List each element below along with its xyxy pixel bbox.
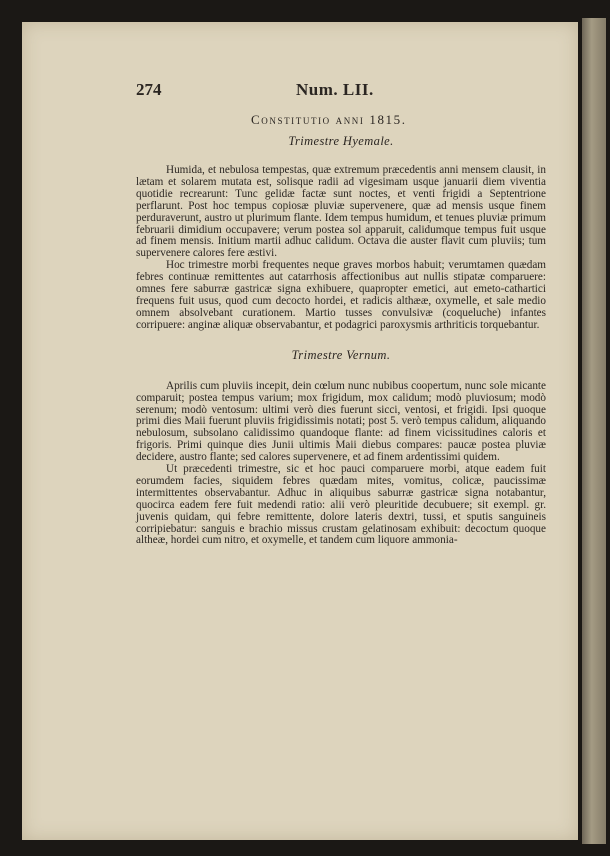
paragraph-spring-diseases: Ut præcedenti trimestre, sic et hoc pauci comparuere morbi, atque eadem fuit eorumdem facies, siquidem febres quædam mites, vomitus, colicæ, paucissimæ intermittentes observabantur. Adhuc in aliquibus saburræ gastricæ signa notabantur, quocirca eadem fere fuit medendi ratio: alii verò pleuritide decubuere; sit exempl. gr. juvenis quidam, qui febre remittente, dolore lateris dextri, tussi, et sputis sanguineis corripiebatur: sanguis e brachio missus crustam gelatinosam exhibuit: decoctum quoque altheæ, hordei cum nitro, et oxymelle, et tandem cum liquore ammonia-	[136, 463, 546, 547]
page-number: 274	[136, 80, 162, 99]
book-page	[22, 22, 578, 840]
section-title-spring: Trimestre Vernum.	[291, 347, 391, 362]
document-heading: Constitutio anni 1815.	[251, 112, 407, 127]
paragraph-winter-weather: Humida, et nebulosa tempestas, quæ extremum præcedentis anni mensem clausit, in lætam et solarem mutata est, solisque radii ad vigesimam usque januarii diem viventia quotidie recrearunt: Tunc gelidæ factæ sunt noctes, et venti frigidi a Septentrione perflarunt. Post hoc tempus copiosæ pluviæ supervenere, quæ ad mensis usque finem perduraverunt, austro ut plurimum flante. Idem tempus humidum, et tenues pluviæ primum februarii dimidium occupavere; verum postea sol apparuit, calidumque tempus fuit usque ad finem mensis. Initium martii adhuc calidum. Octava die auster flavit cum pluviis; tum supervenere calores fere æstivi.	[136, 164, 546, 260]
page-header	[136, 80, 546, 106]
page-content	[136, 80, 546, 547]
adjacent-page-edge	[582, 18, 606, 844]
section-title-winter: Trimestre Hyemale.	[288, 134, 394, 148]
running-title: Num. LII.	[296, 80, 374, 99]
paragraph-winter-diseases: Hoc trimestre morbi frequentes neque graves morbos habuit; verumtamen quædam febres continuæ remittentes aut catarrhosis affectionibus aut nullis stipatæ comparuere: omnes fere saburræ gastricæ signa exhibuere, quapropter emetici, aut emeto-cathartici frequens fuit usus, quod cum decocto hordei, et radicis althææ, oxymelle, et sale medio omnem absolvebant curationem. Martio tusses convulsivæ (coqueluche) infantes corripuere: anginæ aliquæ observabantur, et podagrici paroxysmis arthriticis torquebantur.	[136, 259, 546, 331]
paragraph-spring-weather: Aprilis cum pluviis incepit, dein cœlum nunc nubibus coopertum, nunc sole micante comparuit; postea tempus varium; mox frigidum, mox calidum; modò pluviosum; modò serenum; modò ventosum: ultimi verò dies fuerunt sicci, ventosi, et frigidi. Ipsi quoque primi dies Maii fuerunt pluviis frigidissimis notati; post 5. verò tempus calidum, aliquando nebulosum, subsolano calidissimo quandoque flante: ad finem vicissitudines caloris et frigoris. Primi quinque dies Junii ultimis Maii diebus compares: paucæ postea pluviæ decidere, austro flante; sed calores supervenere, et ad finem ardentissimi quidem.	[136, 379, 546, 464]
